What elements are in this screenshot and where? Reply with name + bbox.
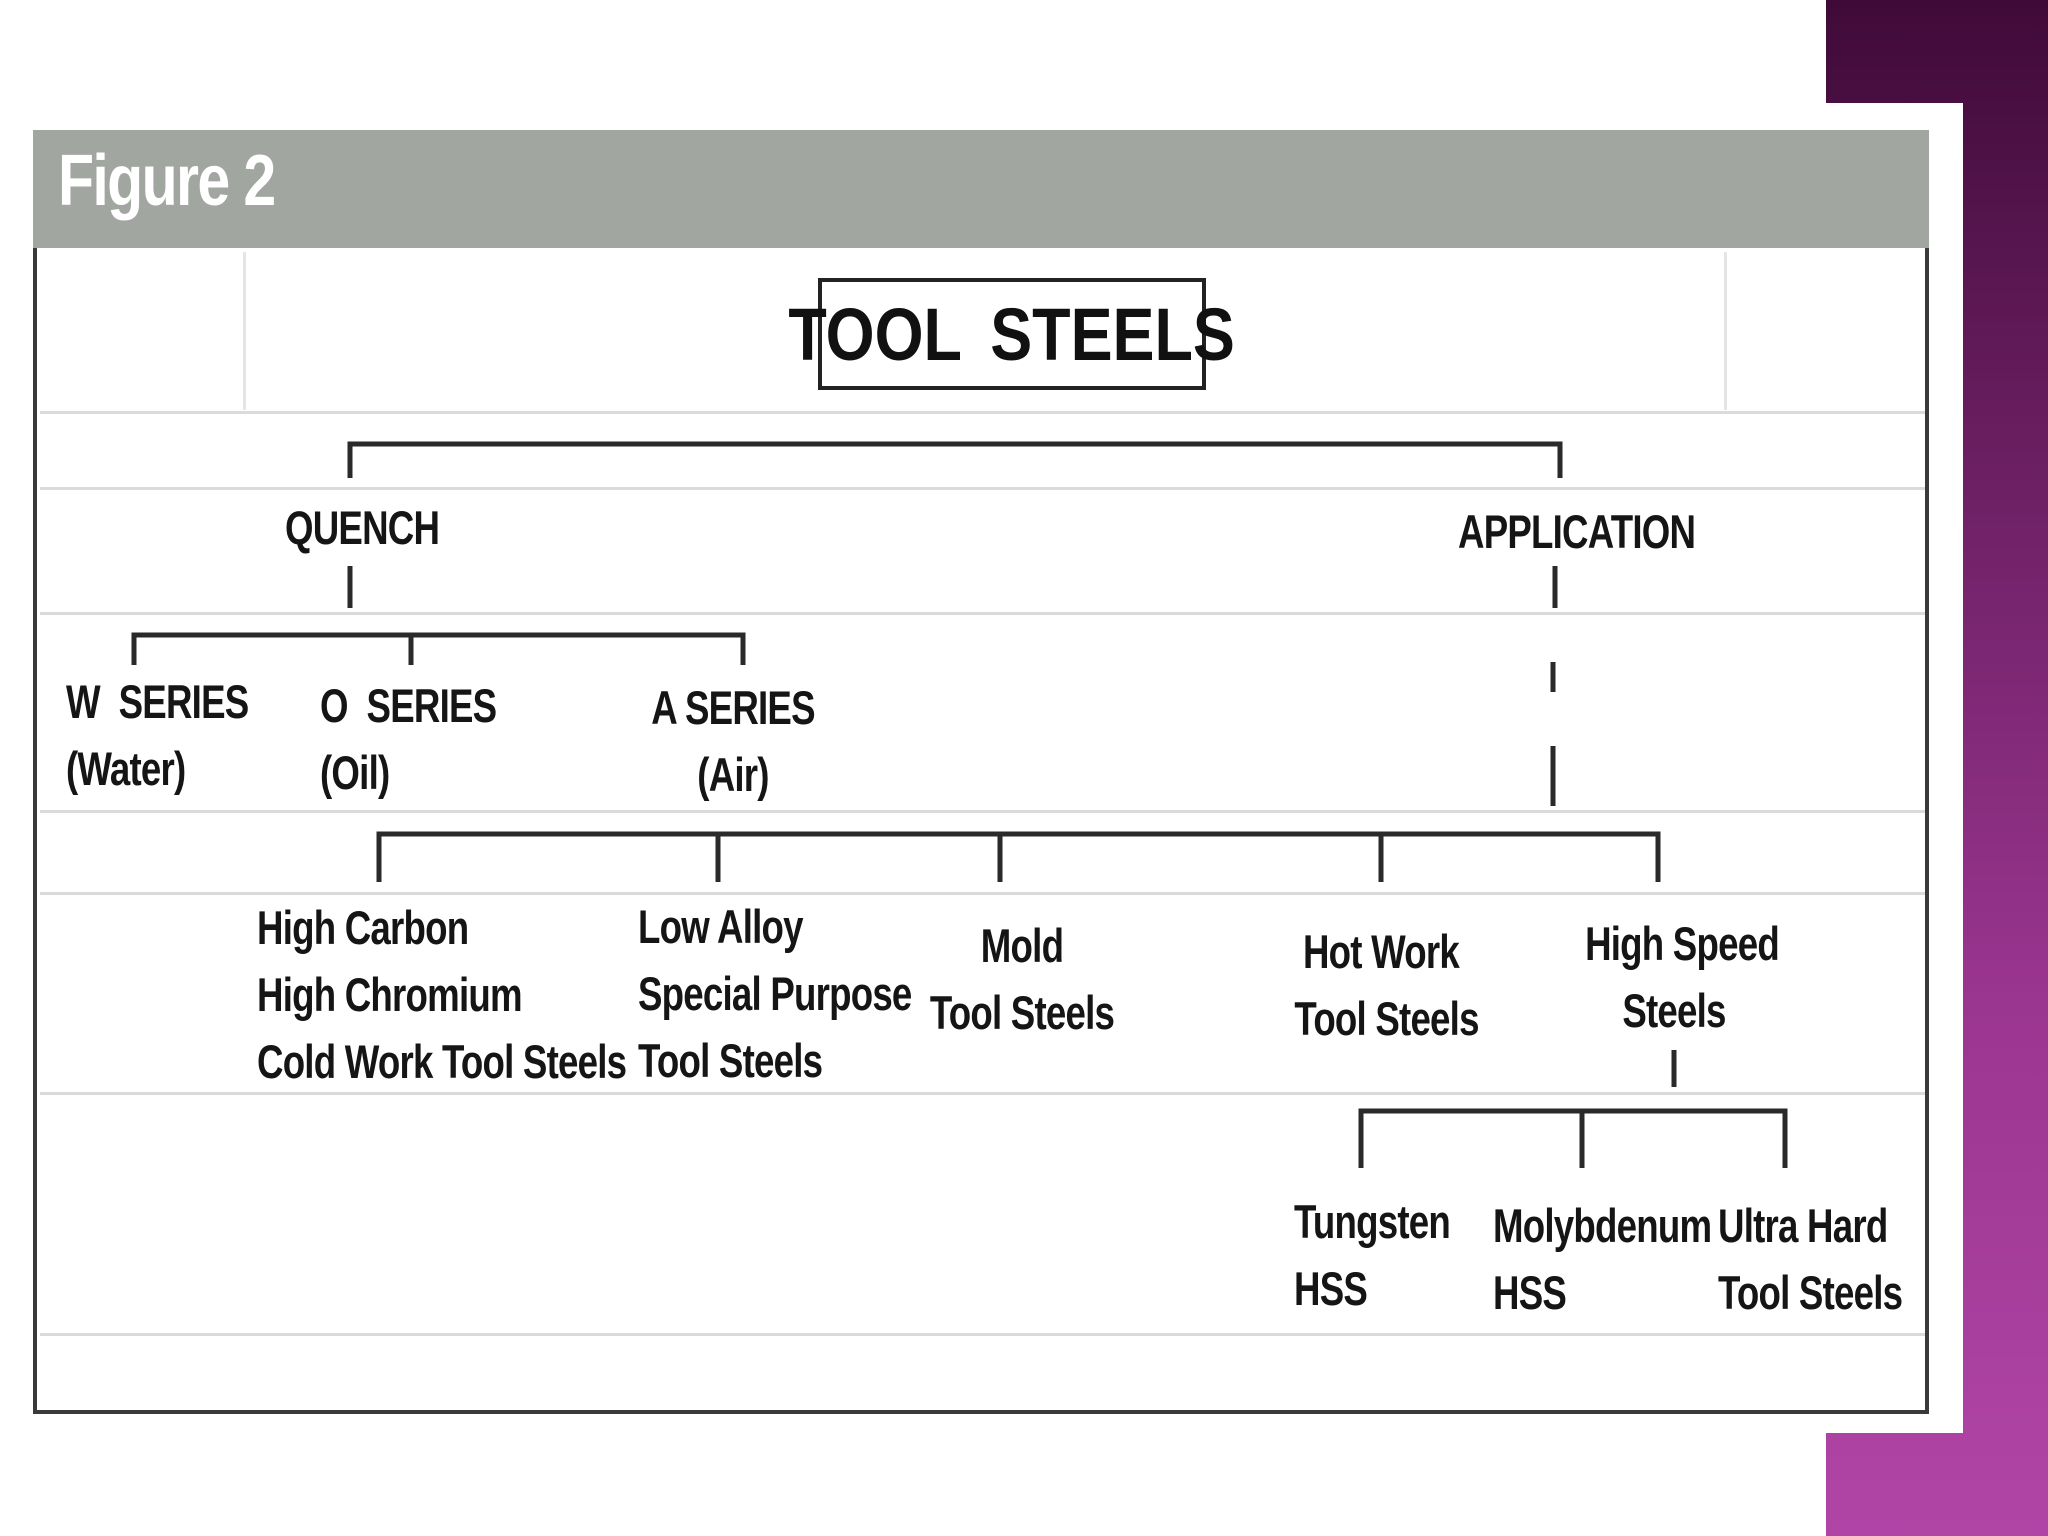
node-ultra-hard: Ultra Hard Tool Steels (1718, 1199, 1903, 1319)
node-molybdenum: Molybdenum HSS (1493, 1199, 1712, 1319)
node-high-speed: High Speed Steels (1585, 917, 1779, 1037)
node-o-series: O SERIES (Oil) (320, 679, 497, 799)
connector-hss-children (1361, 1111, 1785, 1168)
node-quench: QUENCH (285, 501, 440, 554)
node-hot-work: Hot Work Tool Steels (1294, 925, 1479, 1045)
node-cold-work: High Carbon High Chromium Cold Work Tool Steels (257, 901, 627, 1088)
node-w-series: W SERIES (Water) (66, 675, 249, 795)
node-low-alloy: Low Alloy Special Purpose Tool Steels (638, 900, 912, 1087)
root-label: TOOL STEELS (788, 292, 1236, 376)
node-mold: Mold Tool Steels (929, 919, 1115, 1039)
node-application: APPLICATION (1458, 505, 1696, 558)
node-tungsten: Tungsten HSS (1294, 1195, 1450, 1315)
connector-quench-children (134, 635, 743, 665)
connector-application-children (379, 834, 1658, 882)
node-a-series: A SERIES (Air) (651, 681, 815, 801)
connector-root (350, 444, 1560, 478)
root-node (788, 278, 1236, 390)
figure-title: Figure 2 (58, 141, 275, 221)
